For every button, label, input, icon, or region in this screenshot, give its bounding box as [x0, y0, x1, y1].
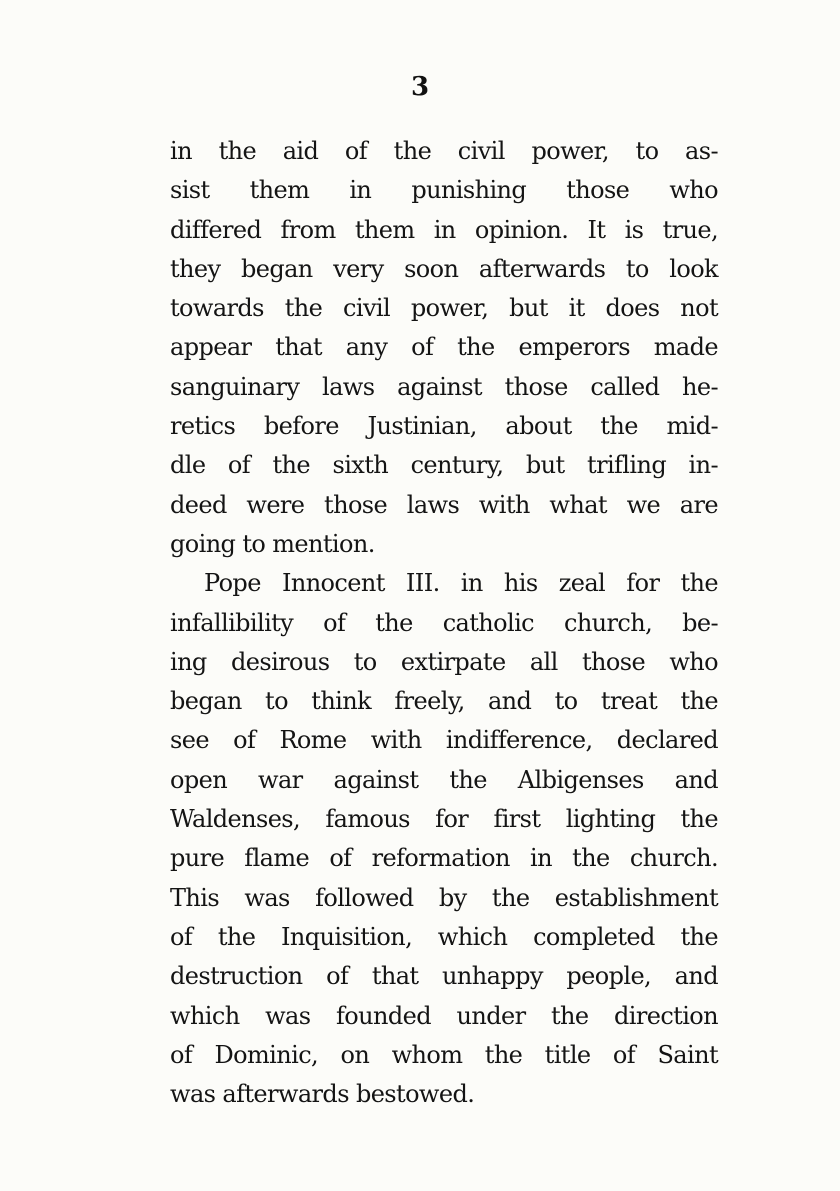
- text-line: This was followed by the establishment: [170, 883, 718, 912]
- body-text: [170, 132, 718, 1114]
- paragraph-2: [170, 564, 718, 1114]
- text-line: infallibility of the catholic church, be-: [170, 608, 718, 637]
- text-line: in the aid of the civil power, to as-: [170, 137, 718, 165]
- text-line: ing desirous to extirpate all those who: [170, 647, 718, 676]
- text-line: sist them in punishing those who: [170, 176, 718, 205]
- text-line: they began very soon afterwards to look: [170, 254, 718, 283]
- text-line: open war against the Albigenses and: [170, 765, 718, 794]
- text-line: deed were those laws with what we are: [170, 490, 718, 519]
- text-line: of Dominic, on whom the title of Saint: [170, 1040, 718, 1069]
- text-line: see of Rome with indifference, declared: [170, 726, 718, 755]
- text-line: Waldenses, famous for first lighting the: [170, 805, 718, 834]
- text-line: going to mention.: [170, 529, 375, 558]
- text-line: was afterwards bestowed.: [170, 1080, 475, 1109]
- text-line: destruction of that unhappy people, and: [170, 962, 718, 991]
- text-line: towards the civil power, but it does not: [170, 294, 718, 323]
- paragraph-1: [170, 132, 718, 564]
- text-line: which was founded under the direction: [170, 1001, 718, 1030]
- text-line: dle of the sixth century, but trifling in-: [170, 451, 718, 480]
- text-line: sanguinary laws against those called he-: [170, 372, 718, 401]
- page-number: 3: [410, 72, 430, 102]
- text-line: appear that any of the emperors made: [170, 333, 718, 362]
- text-line: differed from them in opinion. It is true,: [170, 215, 718, 244]
- text-line: of the Inquisition, which completed the: [170, 922, 718, 951]
- text-line: began to think freely, and to treat the: [170, 687, 718, 716]
- text-line: pure flame of reformation in the church.: [170, 844, 718, 873]
- text-line: retics before Justinian, about the mid-: [170, 412, 718, 441]
- text-line: Pope Innocent III. in his zeal for the: [204, 569, 718, 598]
